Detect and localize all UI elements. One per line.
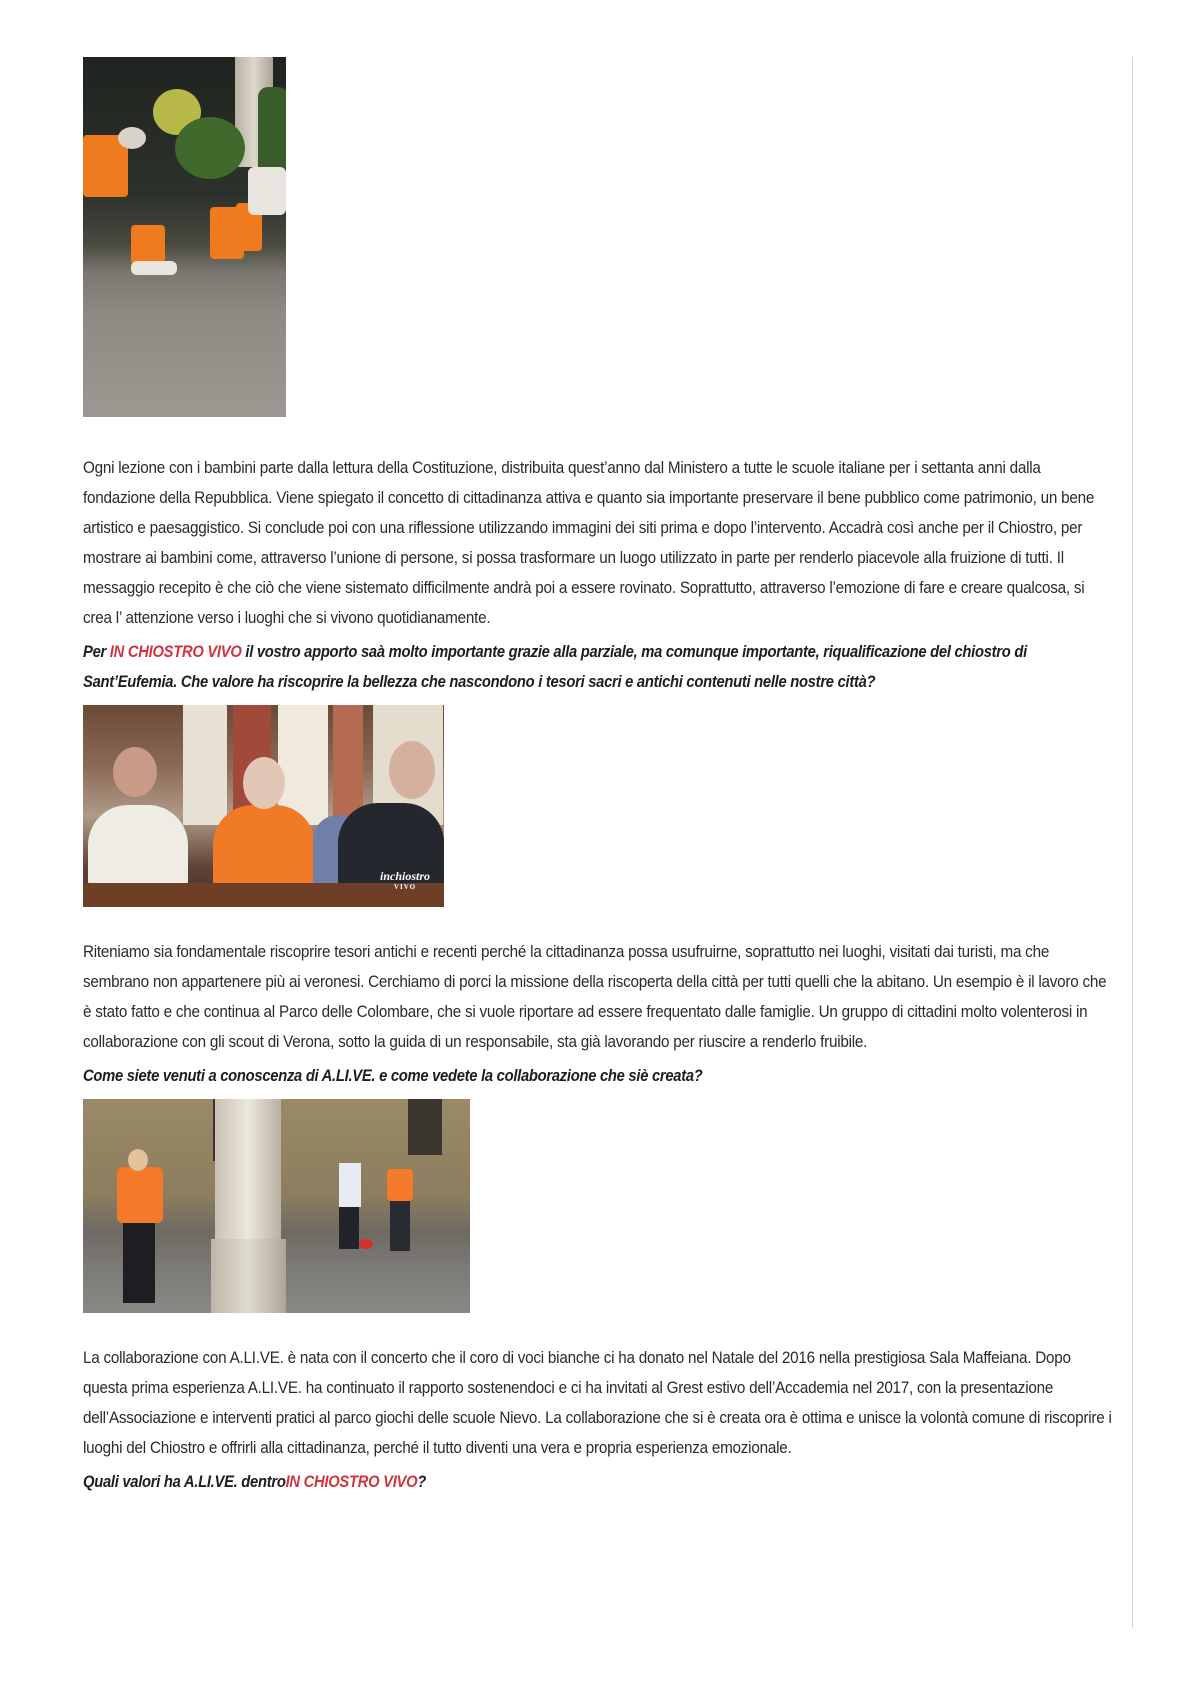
photo-person xyxy=(88,805,188,887)
question-text: il vostro apporto saà molto importante grazie alla parziale, ma comunque importante, riqualificazione del chiostro di Sant’Eufemia. Che valore ha riscoprire la bellezza che nascondono i tesori sacri e antichi contenuti nelle nostre città? xyxy=(83,643,1027,691)
photo-legs xyxy=(339,1207,359,1249)
margin-rule xyxy=(1132,57,1133,1628)
photo-interview-meeting xyxy=(83,705,444,907)
photo-bush xyxy=(175,117,245,179)
document-page xyxy=(83,57,1113,1497)
question-prefix: Per xyxy=(83,643,110,661)
photo-legs xyxy=(123,1223,155,1303)
interview-question xyxy=(83,1467,1109,1497)
photo-person xyxy=(131,261,177,275)
photo-flag xyxy=(183,705,227,825)
photo-dustpan xyxy=(359,1239,373,1249)
photo-pillar-base xyxy=(211,1239,286,1313)
photo-vest xyxy=(131,225,165,265)
question-text: ? xyxy=(417,1473,427,1491)
watermark-subtext: VIVO xyxy=(393,883,417,891)
in-chiostro-vivo-highlight: IN CHIOSTRO VIVO xyxy=(285,1473,418,1491)
photo-person xyxy=(339,1163,361,1207)
paragraph: Riteniamo sia fondamentale riscoprire tesori antichi e recenti perché la cittadinanza possa usufruirne, soprattutto nei luoghi, visitati dai turisti, ma che sembrano non appartenere più ai veronesi. Cerchiamo di porci la missione della riscoperta della città per tutti quelli che la abitano. Un esempio è il lavoro che è stato fatto e che continua al Parco delle Colombare, che si vuole riportare ad essere frequentato dalle famiglie. Un gruppo di cittadini molto volenterosi in collaborazione con gli scout di Verona, sotto la guida di un responsabile, sta già lavorando per riuscire a renderlo fruibile. xyxy=(83,943,1107,1051)
watermark-text: inchiostro xyxy=(379,869,430,883)
photo-head xyxy=(118,127,146,149)
photo-person-vest xyxy=(213,805,315,887)
photo-head xyxy=(243,757,285,809)
photo-vest xyxy=(117,1167,163,1223)
photo-children-planting xyxy=(83,57,286,417)
question-prefix: Quali valori ha A.LI.VE. dentro xyxy=(83,1473,286,1491)
photo-head xyxy=(128,1149,148,1171)
photo-person xyxy=(248,167,286,215)
interview-question: Come siete venuti a conoscenza di A.LI.VE. e come vedete la collaborazione che siè creata? xyxy=(83,1067,703,1085)
paragraph: Ogni lezione con i bambini parte dalla lettura della Costituzione, distribuita quest’anno dal Ministero a tutte le scuole italiane per i settanta anni dalla fondazione della Repubblica. Viene spiegato il concetto di cittadinanza attiva e quanto sia importante preservare il bene pubblico come patrimonio, un bene artistico e paesaggistico. Si conclude poi con una riflessione utilizzando immagini dei siti prima e dopo l’intervento. Accadrà così anche per il Chiostro, per mostrare ai bambini come, attraverso l’unione di persone, si possa trasformare un luogo utilizzato in parte per renderlo piacevole alla fruizione di tutti. Il messaggio recepito è che ciò che viene sistemato difficilmente andrà poi a essere rovinato. Soprattutto, attraverso l’emozione di fare e creare qualcosa, si crea l’ attenzione verso i luoghi che si vivono quotidianamente. xyxy=(83,459,1095,627)
photo-window xyxy=(408,1099,442,1155)
inchiostro-vivo-watermark xyxy=(380,871,430,893)
photo-vest xyxy=(387,1169,413,1201)
photo-head xyxy=(113,747,157,797)
in-chiostro-vivo-highlight: IN CHIOSTRO VIVO xyxy=(109,643,242,661)
photo-legs xyxy=(390,1201,410,1251)
photo-head xyxy=(389,741,435,799)
photo-cloister-cleaning xyxy=(83,1099,470,1313)
interview-question xyxy=(83,637,1109,697)
paragraph: La collaborazione con A.LI.VE. è nata con il concerto che il coro di voci bianche ci ha donato nel Natale del 2016 nella prestigiosa Sala Maffeiana. Dopo questa prima esperienza A.LI.VE. ha continuato il rapporto sostenendoci e ci ha invitati al Grest estivo dell’Accademia nel 2017, con la presentazione dell’Associazione e interventi pratici al parco giochi delle scuole Nievo. La collaborazione che si è creata ora è ottima e unisce la volontà comune di riscoprire i luoghi del Chiostro e offrirli alla cittadinanza, perché il tutto diventi una vera e propria esperienza emozionale. xyxy=(83,1349,1112,1457)
